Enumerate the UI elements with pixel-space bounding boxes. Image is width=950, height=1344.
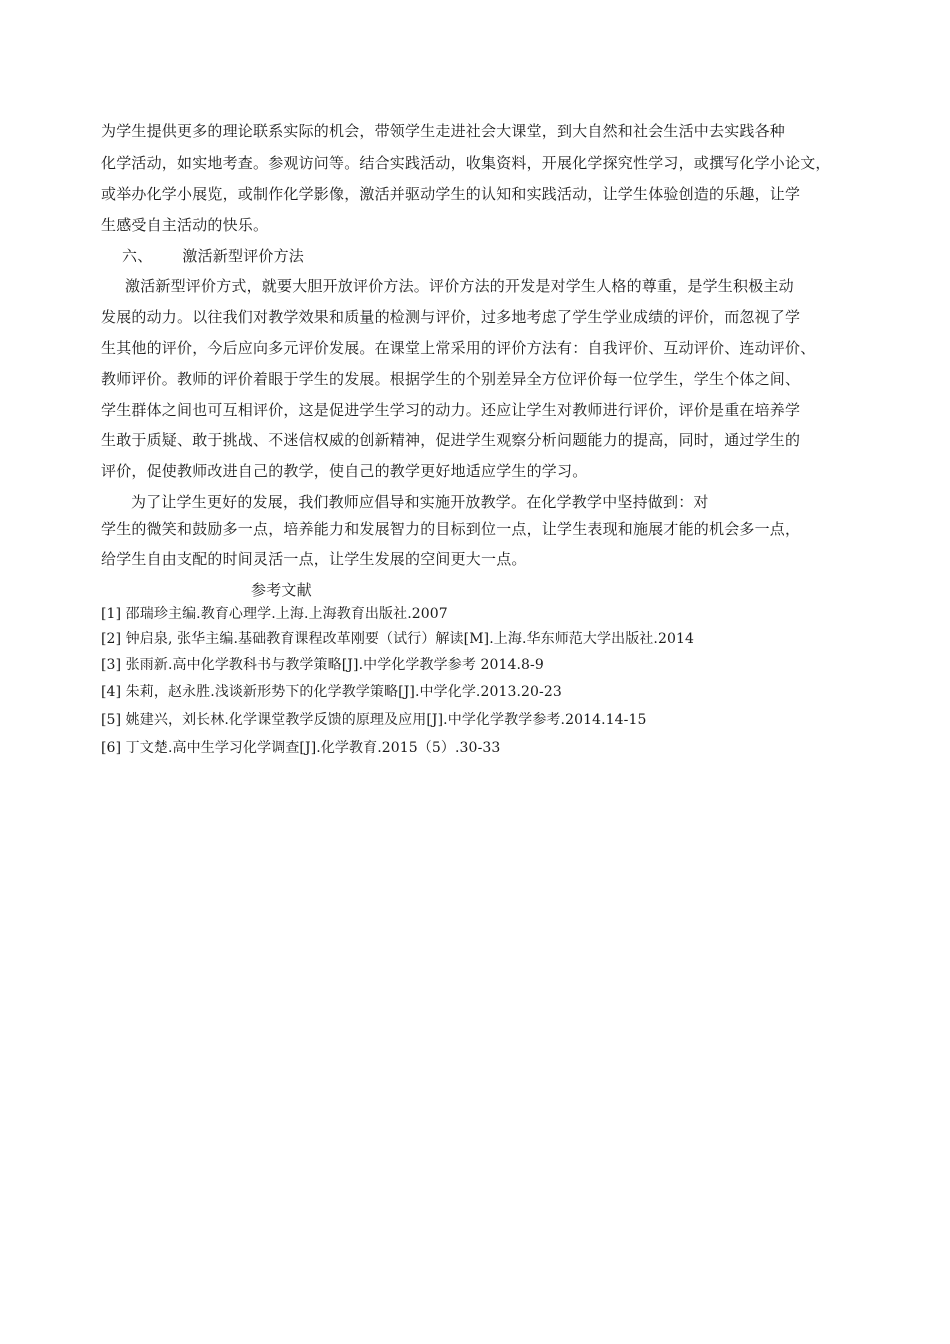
reference-item-5: [5] 姚建兴，刘长林.化学课堂教学反馈的原理及应用[J].中学化学教学参考.2014.14-15 (101, 712, 647, 728)
paragraph-2-line-3: 生其他的评价，今后应向多元评价发展。在课堂上常采用的评价方法有：自我评价、互动评价、连动评价、 (101, 339, 816, 357)
paragraph-1-line-1: 为学生提供更多的理论联系实际的机会，带领学生走进社会大课堂，到大自然和社会生活中去实践各种 (101, 122, 786, 140)
reference-item-2: [2] 钟启泉, 张华主编.基础教育课程改革刚要（试行）解读[M].上海.华东师范大学出版社.2014 (101, 631, 694, 647)
paragraph-2-line-7: 评价，促使教师改进自己的教学，使自己的教学更好地适应学生的学习。 (101, 462, 588, 480)
paragraph-2-line-5: 学生群体之间也可互相评价，这是促进学生学习的动力。还应让学生对教师进行评价，评价是重在培养学 (101, 401, 801, 419)
paragraph-2-line-2: 发展的动力。以往我们对教学效果和质量的检测与评价，过多地考虑了学生学业成绩的评价，而忽视了学 (101, 308, 801, 326)
paragraph-2-line-6: 生敢于质疑、敢于挑战、不迷信权威的创新精神，促进学生观察分析问题能力的提高，同时，通过学生的 (101, 431, 801, 449)
paragraph-3-line-3: 给学生自由支配的时间灵活一点，让学生发展的空间更大一点。 (101, 550, 527, 568)
reference-item-4: [4] 朱莉，赵永胜.浅谈新形势下的化学教学策略[J].中学化学.2013.20-23 (101, 684, 562, 700)
paragraph-2-line-1: 激活新型评价方式，就要大胆开放评价方法。评价方法的开发是对学生人格的尊重，是学生积极主动 (125, 277, 794, 295)
paragraph-3-line-1: 为了让学生更好的发展，我们教师应倡导和实施开放教学。在化学教学中坚持做到：对 (131, 493, 709, 511)
section-6-heading (122, 246, 304, 266)
section-6-title: 激活新型评价方法 (182, 247, 305, 265)
reference-item-3: [3] 张雨新.高中化学教科书与教学策略[J].中学化学教学参考 2014.8-9 (101, 657, 544, 673)
references-heading: 参考文献 (251, 581, 312, 599)
paragraph-1-line-4: 生感受自主活动的快乐。 (101, 216, 269, 234)
reference-item-6: [6] 丁文楚.高中生学习化学调查[J].化学教育.2015（5）.30-33 (101, 740, 501, 756)
paragraph-1-line-3: 或举办化学小展览，或制作化学影像，激活并驱动学生的认知和实践活动，让学生体验创造的乐趣，让学 (101, 185, 801, 203)
section-6-number: 六、 (122, 247, 153, 265)
paragraph-2-line-4: 教师评价。教师的评价着眼于学生的发展。根据学生的个别差异全方位评价每一位学生，学生个体之间、 (101, 370, 801, 388)
paragraph-1-line-2: 化学活动，如实地考查。参观访问等。结合实践活动，收集资料，开展化学探究性学习，或撰写化学小论文， (101, 154, 831, 172)
reference-item-1: [1] 邵瑞珍主编.教育心理学.上海.上海教育出版社.2007 (101, 606, 448, 622)
paragraph-3-line-2: 学生的微笑和鼓励多一点，培养能力和发展智力的目标到位一点，让学生表现和施展才能的机会多一点， (101, 520, 801, 538)
